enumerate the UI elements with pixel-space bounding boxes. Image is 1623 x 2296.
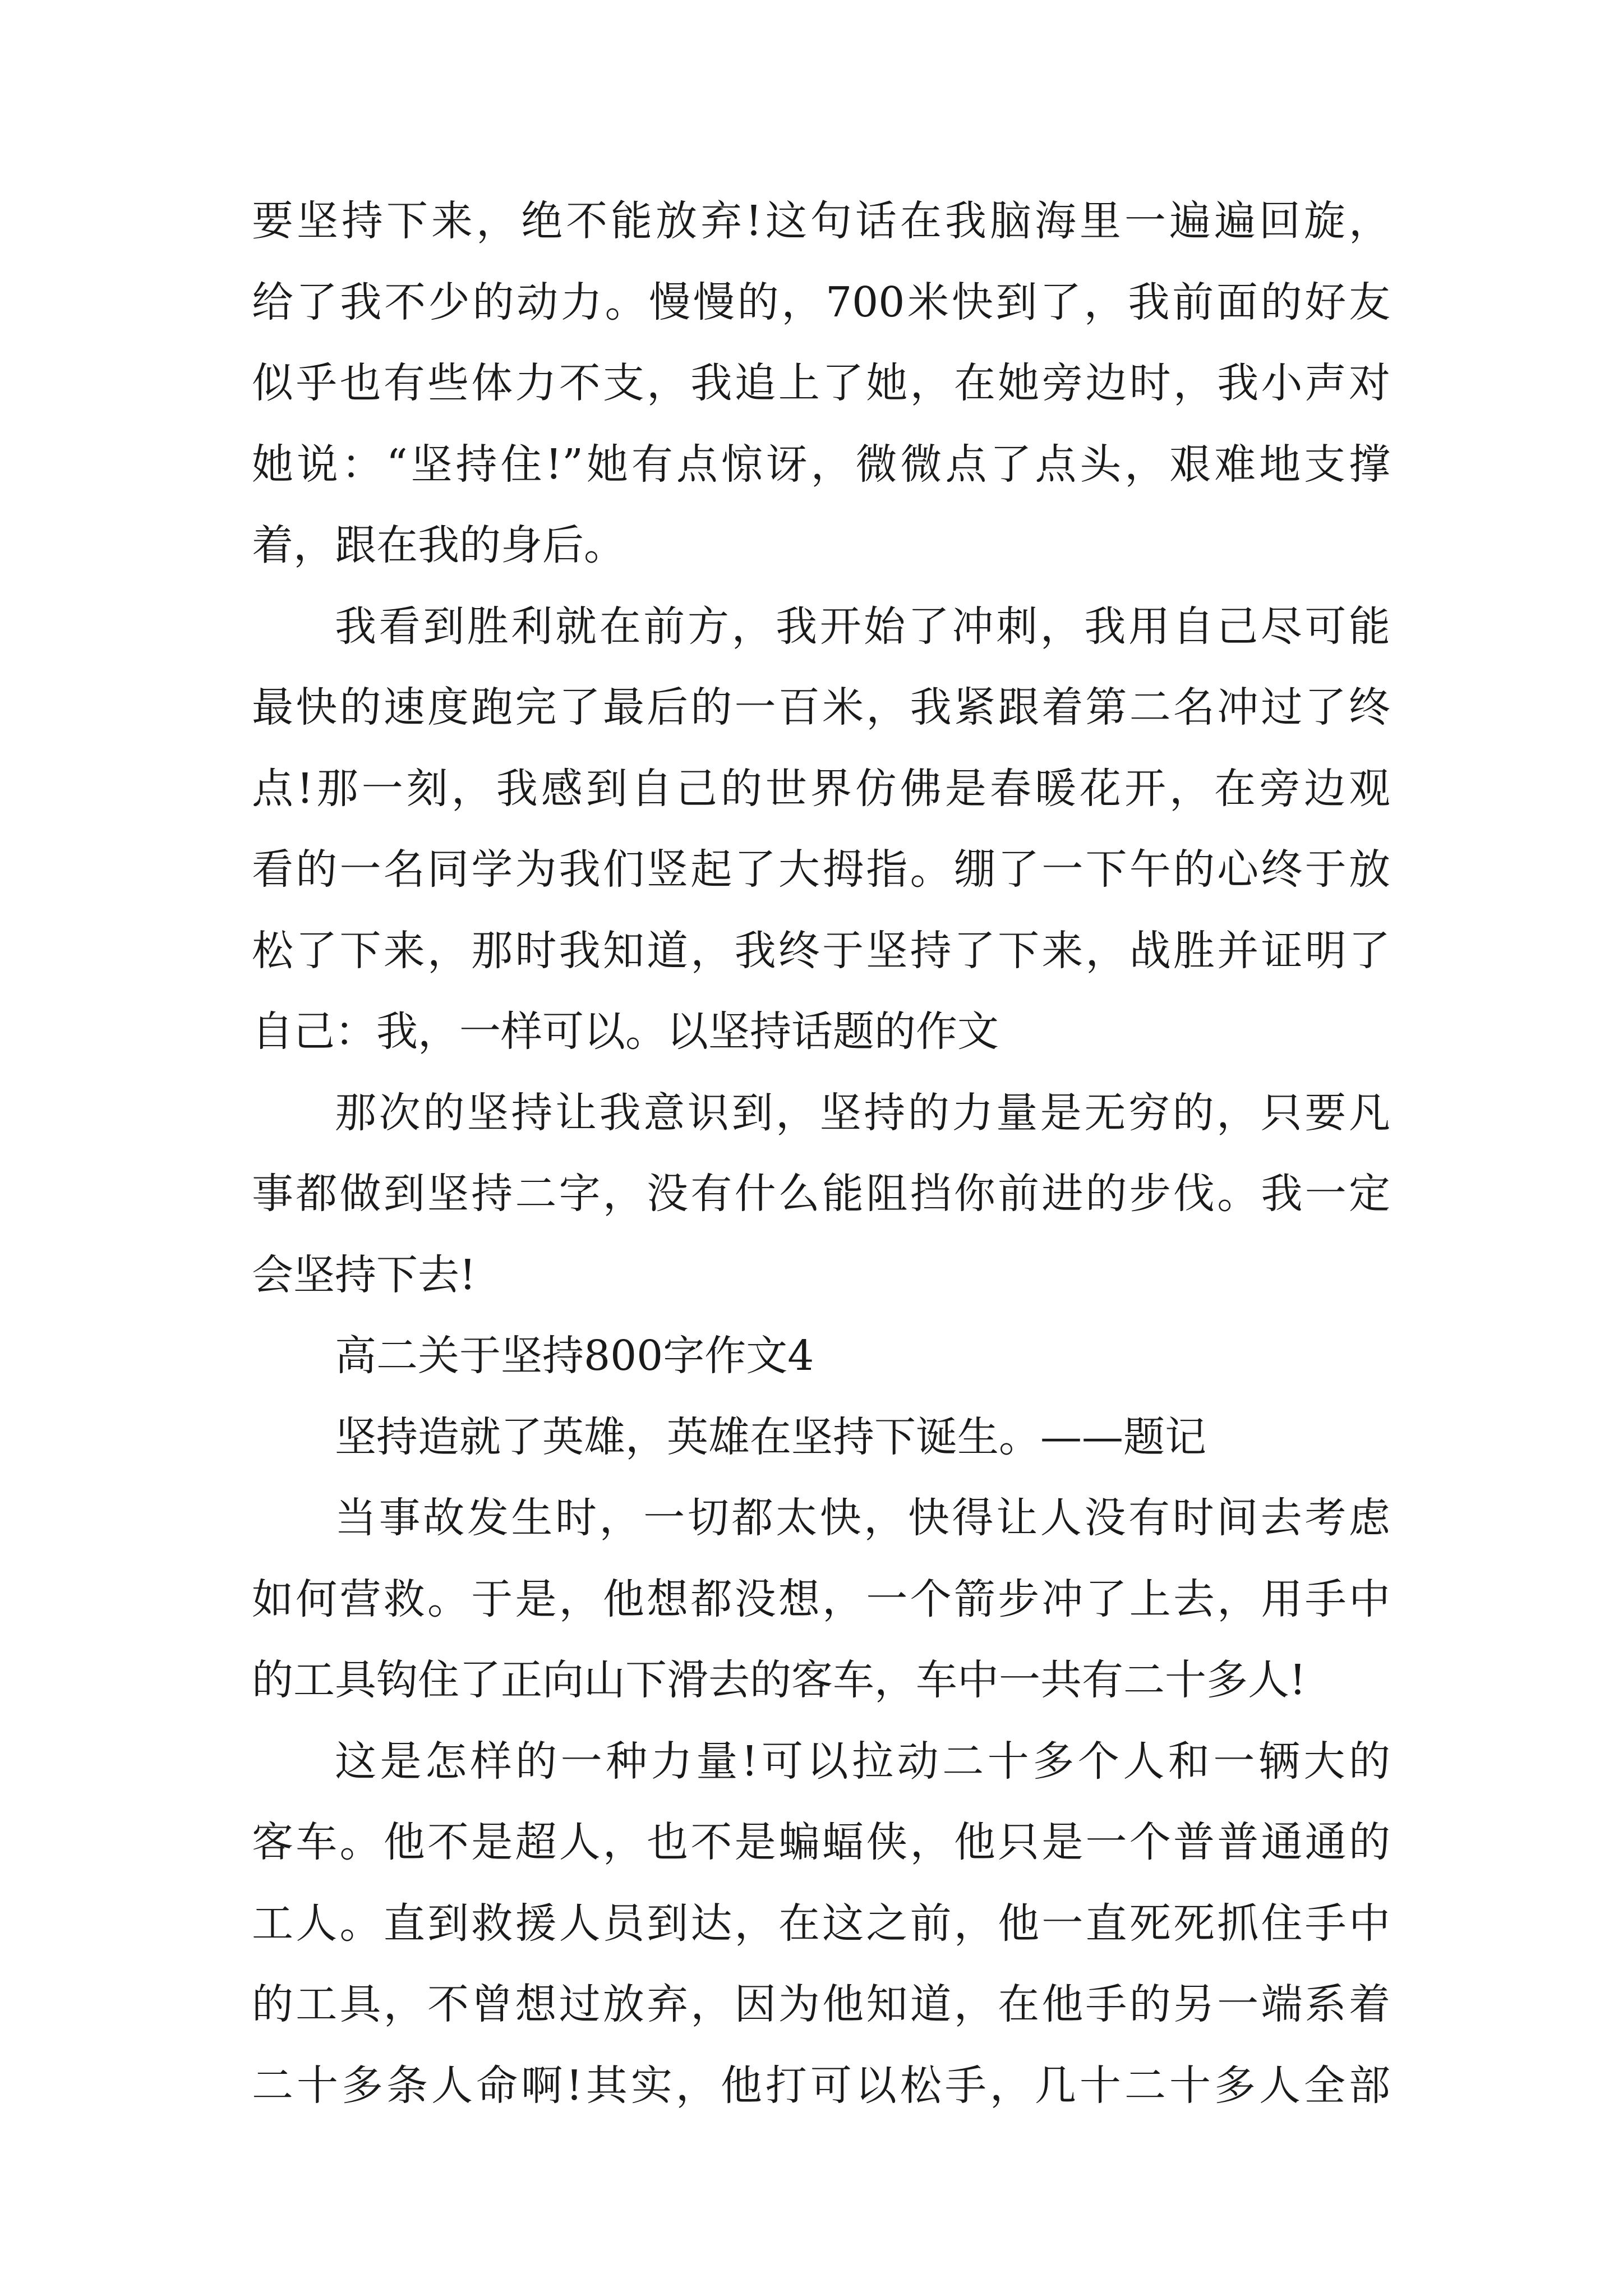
paragraph-first-line: 当事故发生时，一切都太快，快得让人没有时间去考虑 (335, 1494, 1390, 1542)
text-line: 着，跟在我的身后。 (252, 521, 625, 569)
text-line: 看的一名同学为我们竖起了大拇指。绷了一下午的心终于放 (252, 845, 1390, 894)
text-line: 点!那一刻，我感到自己的世界仿佛是春暖花开，在旁边观 (252, 764, 1390, 813)
paragraph-first-line: 那次的坚持让我意识到，坚持的力量是无穷的，只要凡 (335, 1088, 1390, 1137)
text-line: 二十多条人命啊!其实，他打可以松手，几十二十多人全部 (252, 2061, 1390, 2110)
text-line: 她说：“坚持住!”她有点惊讶，微微点了点头，艰难地支撑 (252, 440, 1390, 489)
text-line: 要坚持下来，绝不能放弃!这句话在我脑海里一遍遍回旋， (252, 197, 1390, 245)
text-line: 自己：我，一样可以。以坚持话题的作文 (252, 1007, 999, 1056)
text-line: 松了下来，那时我知道，我终于坚持了下来，战胜并证明了 (252, 926, 1390, 975)
epigraph: 坚持造就了英雄，英雄在坚持下诞生。——题记 (335, 1412, 1206, 1461)
text-line: 似乎也有些体力不支，我追上了她，在她旁边时，我小声对 (252, 359, 1390, 407)
text-line: 给了我不少的动力。慢慢的，700米快到了，我前面的好友 (252, 278, 1390, 326)
text-line: 的工具钩住了正向山下滑去的客车，车中一共有二十多人! (252, 1656, 1306, 1704)
section-heading: 高二关于坚持800字作文4 (335, 1332, 814, 1380)
essay-body (252, 181, 1390, 2126)
text-line: 事都做到坚持二字，没有什么能阻挡你前进的步伐。我一定 (252, 1170, 1390, 1218)
paragraph-first-line: 我看到胜利就在前方，我开始了冲刺，我用自己尽可能 (335, 602, 1390, 651)
text-line: 客车。他不是超人，也不是蝙蝠侠，他只是一个普普通通的 (252, 1818, 1390, 1866)
text-line: 如何营救。于是，他想都没想，一个箭步冲了上去，用手中 (252, 1575, 1390, 1623)
paragraph-first-line: 这是怎样的一种力量!可以拉动二十多个人和一辆大的 (335, 1737, 1390, 1786)
text-line: 会坚持下去! (252, 1250, 476, 1299)
text-line: 最快的速度跑完了最后的一百米，我紧跟着第二名冲过了终 (252, 683, 1390, 731)
text-line: 工人。直到救援人员到达，在这之前，他一直死死抓住手中 (252, 1899, 1390, 1948)
text-line: 的工具，不曾想过放弃，因为他知道，在他手的另一端系着 (252, 1980, 1390, 2028)
